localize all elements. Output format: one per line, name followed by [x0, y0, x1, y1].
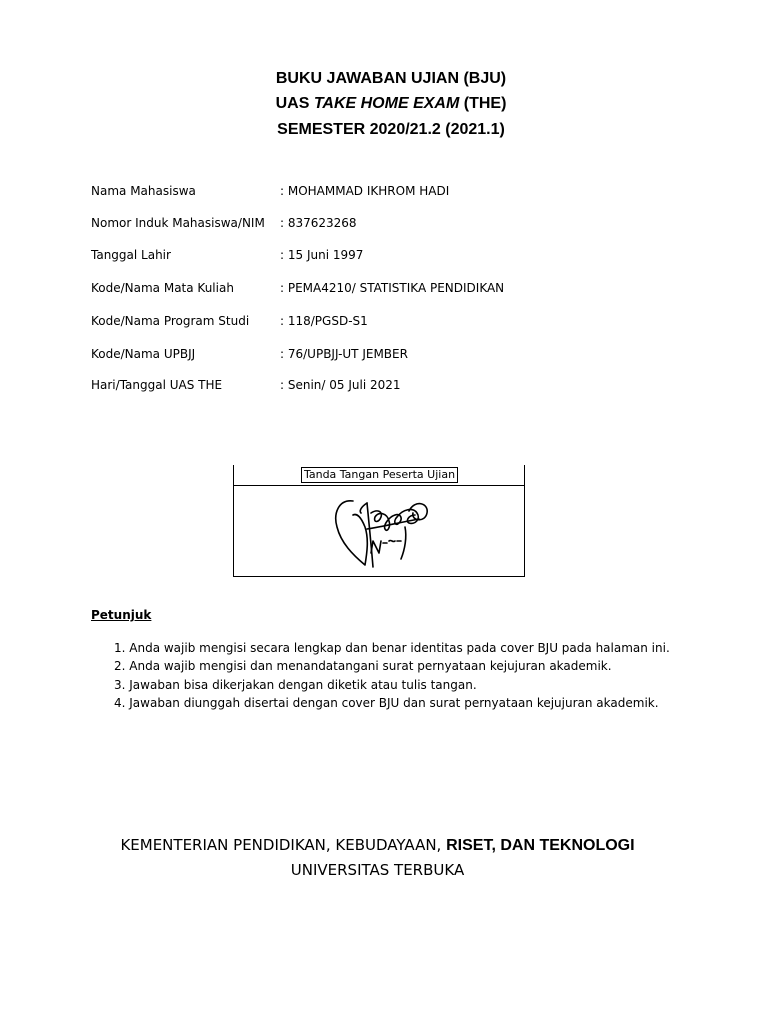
header-line2-prefix: UAS [275, 95, 314, 112]
field-value-program-studi: : 118/PGSD-S1 [280, 314, 368, 328]
signature-box [233, 465, 525, 577]
field-value-upbjj: : 76/UPBJJ-UT JEMBER [280, 347, 408, 361]
field-label-nim: Nomor Induk Mahasiswa/NIM [91, 216, 265, 230]
field-label-nama: Nama Mahasiswa [91, 184, 196, 198]
field-label-upbjj: Kode/Nama UPBJJ [91, 347, 196, 361]
header-title-line3: SEMESTER 2020/21.2 (2021.1) [277, 121, 505, 138]
footer-ministry-part1: KEMENTERIAN PENDIDIKAN, KEBUDAYAAN, [120, 836, 447, 854]
field-value-tanggal-lahir: : 15 Juni 1997 [280, 248, 364, 262]
field-label-mata-kuliah: Kode/Nama Mata Kuliah [91, 281, 234, 295]
instruction-item: 3. Jawaban bisa dikerjakan dengan diketik atau tulis tangan. [114, 678, 477, 692]
header-line2-italic: TAKE HOME EXAM [313, 95, 460, 112]
field-value-mata-kuliah: : PEMA4210/ STATISTIKA PENDIDIKAN [280, 281, 505, 295]
handwritten-signature [331, 493, 431, 573]
field-value-hari-tanggal: : Senin/ 05 Juli 2021 [280, 378, 401, 392]
header-title-line1: BUKU JAWABAN UJIAN (BJU) [275, 70, 507, 87]
signature-box-label: Tanda Tangan Peserta Ujian [301, 467, 458, 483]
instruction-item: 1. Anda wajib mengisi secara lengkap dan benar identitas pada cover BJU pada halaman ini. [114, 641, 670, 655]
footer-ministry [0, 835, 755, 856]
field-label-tanggal-lahir: Tanggal Lahir [91, 248, 171, 262]
instruction-item: 2. Anda wajib mengisi dan menandatangani surat pernyataan kejujuran akademik. [114, 659, 612, 673]
field-value-nim: : 837623268 [280, 216, 357, 230]
header-line2-suffix: (THE) [459, 95, 507, 112]
field-label-program-studi: Kode/Nama Program Studi [91, 314, 250, 328]
header-title-line2 [0, 94, 768, 114]
instruction-item: 4. Jawaban diunggah disertai dengan cover BJU dan surat pernyataan kejujuran akademik. [114, 696, 659, 710]
footer-ministry-part2: RISET, DAN TEKNOLOGI [446, 837, 635, 854]
field-label-hari-tanggal: Hari/Tanggal UAS THE [91, 378, 223, 392]
signature-box-divider [234, 485, 524, 486]
instructions-title: Petunjuk [91, 608, 152, 622]
field-value-nama: : MOHAMMAD IKHROM HADI [280, 184, 450, 198]
footer-university: UNIVERSITAS TERBUKA [290, 861, 465, 879]
